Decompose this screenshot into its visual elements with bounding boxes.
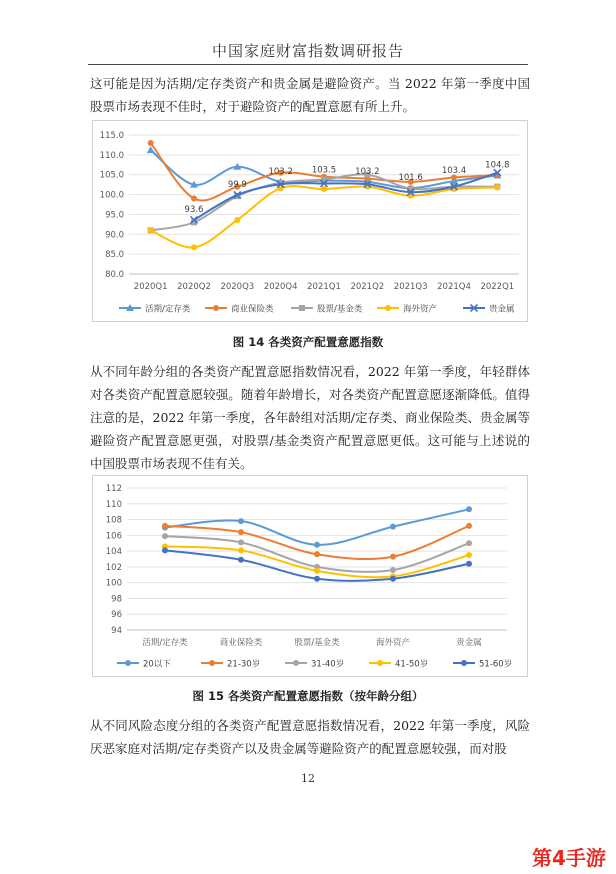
data-label: 103.2	[355, 166, 380, 177]
data-point-3-1	[238, 547, 244, 553]
y-tick-label: 98	[111, 594, 122, 605]
legend-label-2: 31-40岁	[311, 659, 345, 670]
data-point-0-4	[466, 506, 472, 512]
data-point-1-2	[314, 551, 320, 557]
legend-label-1: 商业保险类	[231, 304, 274, 315]
data-point-2-4	[466, 540, 472, 546]
data-label: 103.5	[311, 165, 337, 176]
y-tick-label: 106	[105, 531, 122, 542]
y-tick-label: 110.0	[99, 150, 124, 161]
y-tick-label: 112	[105, 484, 122, 494]
y-tick-label: 90.0	[105, 230, 124, 241]
chart-2-frame	[92, 475, 528, 677]
chart-1-frame	[92, 120, 528, 322]
x-tick-label: 海外资产	[375, 638, 411, 648]
data-label: 103.4	[441, 166, 467, 177]
y-tick-label: 105.0	[99, 170, 124, 181]
paragraph-1: 这可能是因为活期/定存类资产和贵金属是避险资产。当 2022 年第一季度中国股票市场表现不佳时，对于避险资产的配置意愿有所上升。	[90, 76, 530, 114]
data-point-2-0	[162, 533, 168, 539]
page-header: 中国家庭财富指数调研报告	[211, 42, 404, 60]
data-point-0-1	[238, 518, 244, 524]
data-point-4-0	[162, 547, 168, 553]
x-tick-label: 活期/定存类	[142, 638, 188, 648]
data-point-3-1	[191, 244, 197, 250]
data-label: 103.2	[268, 166, 293, 177]
data-label: 104.8	[485, 160, 510, 171]
x-tick-label: 股票/基金类	[294, 638, 340, 648]
x-tick-label: 2021Q3	[393, 282, 428, 292]
x-tick-label: 2021Q1	[307, 282, 341, 292]
legend-marker-0	[125, 660, 131, 666]
data-point-2-1	[238, 539, 244, 545]
data-label: 101.6	[398, 173, 423, 184]
legend-label-4: 51-60岁	[479, 659, 513, 670]
watermark-logo: 第4手游	[532, 846, 606, 870]
data-point-4-3	[390, 576, 396, 582]
data-point-0-3	[390, 524, 396, 530]
legend-marker-1	[213, 305, 219, 311]
legend-marker-3	[377, 660, 383, 666]
data-point-3-4	[466, 552, 472, 558]
legend-marker-4	[461, 660, 467, 666]
chart-1	[93, 121, 527, 321]
data-point-4-4	[466, 561, 472, 567]
y-tick-label: 108	[105, 515, 122, 526]
paragraph-3: 从不同风险态度分组的各类资产配置意愿指数情况看，2022 年第一季度，风险厌恶家庭对活期/定存类资产以及贵金属等避险资产的配置意愿较强，而对股	[90, 718, 530, 756]
page-number: 12	[301, 772, 315, 785]
y-tick-label: 115.0	[99, 131, 124, 141]
legend-marker-2	[299, 305, 305, 311]
x-tick-label: 2020Q2	[177, 282, 211, 292]
y-tick-label: 104	[105, 547, 122, 558]
figure-15-caption: 图 15 各类资产配置意愿指数（按年龄分组）	[192, 689, 424, 703]
legend-label-0: 活期/定存类	[145, 304, 191, 315]
y-tick-label: 100.0	[99, 190, 124, 201]
x-tick-label: 2020Q1	[133, 282, 168, 292]
data-point-4-2	[314, 576, 320, 582]
y-tick-label: 110	[105, 499, 122, 510]
x-tick-label: 2020Q3	[220, 282, 255, 292]
x-tick-label: 贵金属	[456, 638, 482, 648]
legend-marker-1	[209, 660, 215, 666]
chart-2	[93, 476, 527, 676]
data-point-3-2	[314, 568, 320, 574]
y-tick-label: 80.0	[105, 270, 124, 280]
x-tick-label: 2021Q4	[437, 282, 471, 292]
x-tick-label: 2022Q1	[480, 282, 515, 292]
x-tick-label: 2021Q2	[350, 282, 385, 292]
data-point-3-0	[148, 227, 154, 233]
data-point-3-2	[234, 217, 240, 223]
legend-label-3: 海外资产	[403, 304, 438, 315]
data-point-3-4	[321, 186, 327, 192]
legend-marker-3	[385, 305, 391, 311]
x-tick-label: 2020Q4	[263, 282, 298, 292]
figure-14-caption: 图 14 各类资产配置意愿指数	[232, 335, 384, 349]
data-label: 93.6	[184, 204, 204, 215]
y-tick-label: 85.0	[105, 250, 124, 261]
data-point-0-2	[314, 542, 320, 548]
legend-label-1: 21-30岁	[227, 659, 261, 670]
legend-marker-2	[293, 660, 299, 666]
y-tick-label: 100	[105, 578, 122, 589]
legend-label-0: 20以下	[143, 659, 171, 670]
y-tick-label: 95.0	[105, 210, 124, 221]
y-tick-label: 102	[105, 562, 122, 573]
legend-label-4: 贵金属	[489, 304, 515, 315]
data-label: 99.9	[227, 179, 247, 190]
data-point-4-1	[238, 557, 244, 563]
paragraph-2: 从不同年龄分组的各类资产配置意愿指数情况看，2022 年第一季度，年轻群体对各类资产配置意愿较强。随着年龄增长，对各类资产配置意愿逐渐降低。值得注意的是，2022 年第一季度，各年龄组对活期/定存类、商业保险类、贵金属等避险资产配置意愿更强，对股票/基金类资产配置意愿更低。这可能与上述说的中国股票市场表现不佳有关。	[90, 364, 530, 471]
header-rule	[88, 64, 528, 65]
y-tick-label: 94	[111, 626, 122, 636]
legend-label-2: 股票/基金类	[317, 304, 363, 315]
data-point-3-8	[494, 184, 500, 190]
data-point-1-1	[191, 196, 197, 202]
data-point-1-1	[238, 529, 244, 535]
data-point-1-3	[390, 554, 396, 560]
data-point-2-3	[390, 567, 396, 573]
data-point-1-4	[466, 523, 472, 529]
data-point-1-0	[162, 523, 168, 529]
data-point-1-0	[148, 140, 154, 146]
legend-label-3: 41-50岁	[395, 659, 429, 670]
x-tick-label: 商业保险类	[219, 638, 263, 648]
y-tick-label: 96	[111, 610, 122, 621]
